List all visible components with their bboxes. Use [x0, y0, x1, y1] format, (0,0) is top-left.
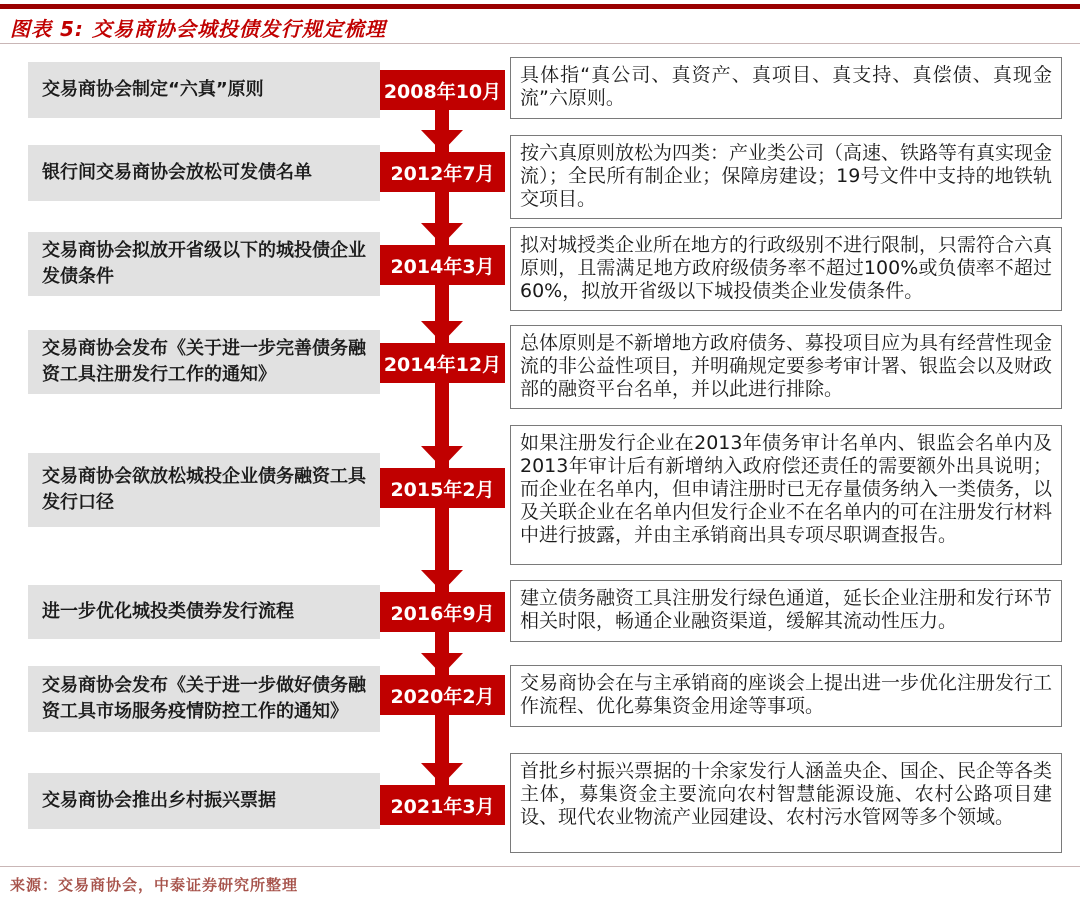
date-badge [380, 245, 505, 285]
event-box [28, 453, 380, 527]
date-badge [380, 675, 505, 715]
detail-box [510, 57, 1062, 119]
event-label: 进一步优化城投类债券发行流程 [42, 601, 294, 622]
event-box [28, 773, 380, 829]
event-box [28, 330, 380, 394]
detail-box [510, 753, 1062, 853]
date-label: 2014年3月 [390, 255, 495, 278]
event-label: 银行间交易商协会放松可发债名单 [42, 162, 312, 183]
detail-box [510, 425, 1062, 565]
date-badge [380, 343, 505, 383]
detail-text: 拟对城授类企业所在地方的行政级别不进行限制，只需符合六真原则，且需满足地方政府级债务率不超过100%或负债率不超过60%，拟放开省级以下城投债类企业发债条件。 [520, 234, 1053, 302]
detail-box [510, 580, 1062, 642]
detail-box [510, 325, 1062, 409]
detail-text: 建立债务融资工具注册发行绿色通道，延长企业注册和发行环节相关时限，畅通企业融资渠道，缓解其流动性压力。 [520, 587, 1053, 632]
event-label: 交易商协会推出乡村振兴票据 [42, 790, 276, 811]
title-divider [0, 43, 1080, 44]
detail-box [510, 665, 1062, 727]
event-label: 交易商协会拟放开省级以下的城投债企业发债条件 [42, 240, 366, 287]
date-badge [380, 785, 505, 825]
detail-box [510, 227, 1062, 311]
arrow-down-icon [421, 570, 463, 592]
source-note: 来源：交易商协会，中泰证券研究所整理 [10, 876, 299, 894]
date-label: 2020年2月 [390, 685, 495, 708]
date-label: 2014年12月 [383, 353, 502, 376]
detail-text: 总体原则是不新增地方政府债务、募投项目应为具有经营性现金流的非公益性项目，并明确规定要参考审计署、银监会以及财政部的融资平台名单，并以此进行排除。 [520, 332, 1053, 400]
arrow-down-icon [421, 653, 463, 675]
detail-text: 交易商协会在与主承销商的座谈会上提出进一步优化注册发行工作流程、优化募集资金用途等事项。 [520, 672, 1053, 717]
top-accent-bar [0, 4, 1080, 9]
arrow-down-icon [421, 763, 463, 785]
figure-title: 图表 5: 交易商协会城投债发行规定梳理 [10, 17, 386, 41]
date-label: 2016年9月 [390, 602, 495, 625]
event-label: 交易商协会欲放松城投企业债务融资工具发行口径 [42, 466, 366, 513]
detail-text: 按六真原则放松为四类：产业类公司（高速、铁路等有真实现金流）；全民所有制企业；保障房建设；19号文件中支持的地铁轨交项目。 [520, 142, 1053, 210]
event-label: 交易商协会发布《关于进一步完善债务融资工具注册发行工作的通知》 [42, 338, 366, 385]
date-badge [380, 70, 505, 110]
event-box [28, 232, 380, 296]
event-box [28, 145, 380, 201]
event-label: 交易商协会制定“六真”原则 [42, 79, 264, 100]
event-box [28, 666, 380, 732]
arrow-down-icon [421, 130, 463, 152]
detail-text: 首批乡村振兴票据的十余家发行人涵盖央企、国企、民企等各类主体，募集资金主要流向农村智慧能源设施、农村公路项目建设、现代农业物流产业园建设、农村污水管网等多个领域。 [520, 760, 1053, 828]
detail-box [510, 135, 1062, 219]
arrow-down-icon [421, 223, 463, 245]
footer-divider [0, 866, 1080, 867]
date-badge [380, 152, 505, 192]
arrow-down-icon [421, 446, 463, 468]
detail-text: 具体指“真公司、真资产、真项目、真支持、真偿债、真现金流”六原则。 [520, 64, 1052, 109]
date-label: 2021年3月 [390, 795, 495, 818]
event-label: 交易商协会发布《关于进一步做好债务融资工具市场服务疫情防控工作的通知》 [42, 675, 366, 722]
date-badge [380, 468, 505, 508]
date-label: 2015年2月 [390, 478, 495, 501]
date-label: 2012年7月 [390, 162, 495, 185]
arrow-down-icon [421, 321, 463, 343]
detail-text: 如果注册发行企业在2013年债务审计名单内、银监会名单内及2013年审计后有新增纳入政府偿还责任的需要额外出具说明；而企业在名单内，但申请注册时已无存量债务纳入一类债务，以及关联企业在名单内但发行企业不在名单内的可在注册发行材料中进行披露，并由主承销商出具专项尽职调查报告。 [520, 432, 1053, 546]
event-box [28, 585, 380, 639]
event-box [28, 62, 380, 118]
date-badge [380, 592, 505, 632]
date-label: 2008年10月 [383, 80, 502, 103]
